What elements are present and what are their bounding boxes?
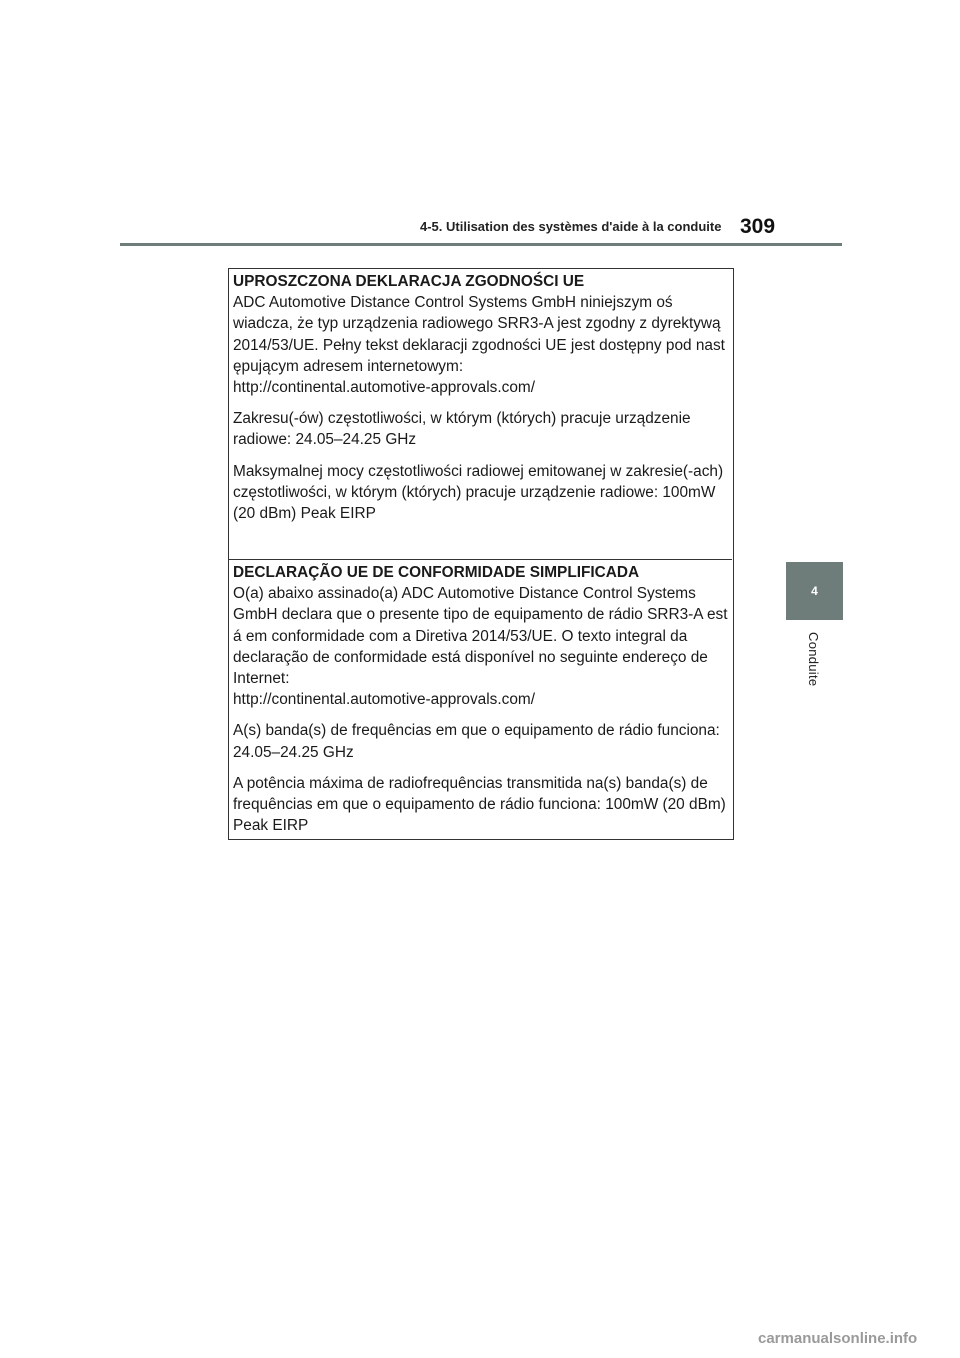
text-line: Maksymalnej mocy częstotliwości radiowej emitowanej w zakresie(-ach) (233, 462, 724, 480)
chapter-label: Conduite (806, 632, 821, 687)
declaration-title: UPROSZCZONA DEKLARACJA ZGODNOŚCI UE (233, 273, 585, 290)
paragraph-gap (233, 451, 728, 461)
text-line: declaração de conformidade está disponível no seguinte endereço de (233, 648, 708, 666)
text-line: A potência máxima de radiofrequências transmitida na(s) banda(s) de (233, 774, 708, 792)
declaration-portuguese (229, 559, 732, 839)
header-divider (120, 243, 842, 246)
declaration-title: DECLARAÇÃO UE DE CONFORMIDADE SIMPLIFICADA (233, 564, 640, 581)
declaration-polish (229, 269, 732, 559)
text-line: Internet: (233, 670, 290, 688)
paragraph-gap (233, 763, 728, 773)
page-number: 309 (740, 215, 776, 238)
text-line: radiowe: 24.05–24.25 GHz (233, 431, 417, 449)
text-line: ępującym adresem internetowym: (233, 357, 464, 375)
text-line: ADC Automotive Distance Control Systems GmbH niniejszym oś (233, 294, 673, 312)
section-heading: 4-5. Utilisation des systèmes d'aide à la conduite (420, 219, 722, 234)
text-line: Zakresu(-ów) częstotliwości, w którym (których) pracuje urządzenie (233, 410, 691, 428)
text-line: GmbH declara que o presente tipo de equipamento de rádio SRR3-A est (233, 606, 728, 624)
declaration-box (228, 268, 734, 840)
text-line: częstotliwości, w którym (których) pracuje urządzenie radiowe: 100mW (233, 483, 716, 501)
paragraph-gap (233, 710, 728, 720)
chapter-number: 4 (811, 584, 818, 598)
text-line: 24.05–24.25 GHz (233, 743, 354, 761)
text-line: (20 dBm) Peak EIRP (233, 505, 376, 523)
url-text: http://continental.automotive-approvals.com/ (233, 691, 535, 709)
text-line: Peak EIRP (233, 817, 309, 835)
chapter-tab[interactable] (786, 562, 843, 620)
text-line: wiadcza, że typ urządzenia radiowego SRR3-A jest zgodny z dyrektywą (233, 315, 721, 333)
text-line: A(s) banda(s) de frequências em que o equipamento de rádio funciona: (233, 722, 720, 740)
text-line: O(a) abaixo assinado(a) ADC Automotive Distance Control Systems (233, 585, 696, 603)
watermark-text: carmanualsonline.info (758, 1330, 918, 1347)
text-line: frequências em que o equipamento de rádio funciona: 100mW (20 dBm) (233, 796, 726, 814)
paragraph-gap (233, 398, 728, 408)
url-text: http://continental.automotive-approvals.com/ (233, 379, 535, 397)
text-line: 2014/53/UE. Pełny tekst deklaracji zgodności UE jest dostępny pod nast (233, 336, 725, 354)
text-line: á em conformidade com a Diretiva 2014/53/UE. O texto integral da (233, 627, 688, 645)
